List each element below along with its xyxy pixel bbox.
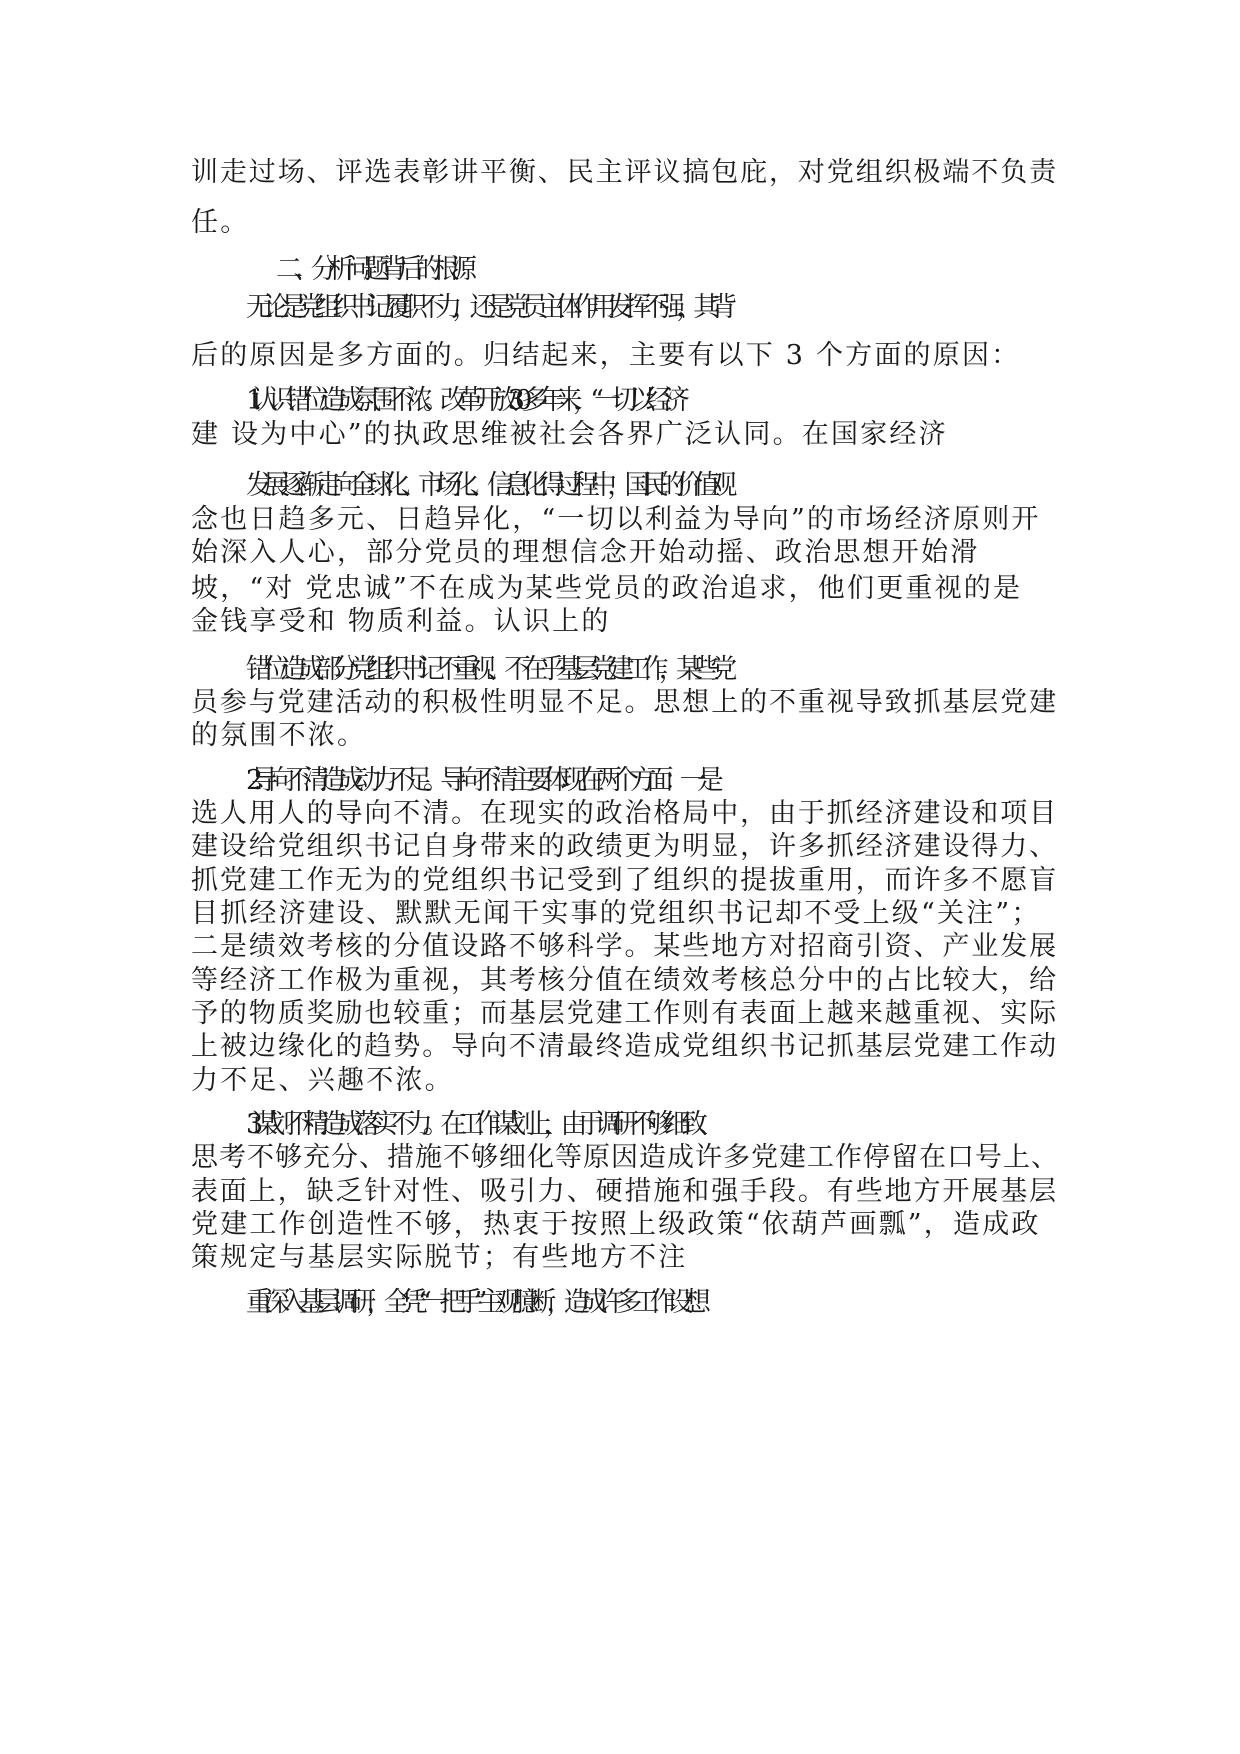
- body-text-line: 2. 导向不清造成动力不足。导向不清主要体现在两个方面： 一是: [246, 765, 715, 796]
- body-text-line: 目抓经济建设、默默无闻干实事的党组织书记却不受上级“关注”；: [191, 898, 1041, 929]
- body-text-line: 思考不够充分、措施不够细化等原因造成许多党建工作停留在口号上、: [191, 1142, 1059, 1173]
- body-text-line: 二是绩效考核的分值设路不够科学。某些地方对招商引资、产业发展: [191, 931, 1058, 962]
- section-heading: 二、分析问题背后的根源: [276, 254, 468, 285]
- body-text-line: 训走过场、评选表彰讲平衡、民主评议搞包庇，对党组织极端不负责: [191, 157, 1058, 188]
- body-text-line: 3. 谋划不精造成落实不力。在工作谋划上，由于调研不够细致、: [246, 1109, 716, 1140]
- body-text-line: 后的原因是多方面的。归结起来，主要有以下 3 个方面的原因：: [191, 340, 1021, 371]
- body-text-line: 党建工作创造性不够，热衷于按照上级政策“依葫芦画瓢”，造成政: [191, 1209, 1041, 1240]
- body-text-line: 念也日趋多元、日趋异化，“一切以利益为导向”的市场经济原则开: [191, 504, 1041, 535]
- body-text-line: 金钱享受和 物质利益。认识上的: [191, 606, 611, 637]
- body-text-line: 选人用人的导向不清。在现实的政治格局中，由于抓经济建设和项目: [191, 798, 1058, 829]
- body-text-line: 1. 认识错位造成氛围不浓。改革开放 30 多年来，“一切以经济: [246, 385, 681, 416]
- body-text-line: 始深入人心，部分党员的理想信念开始动摇、政治思想开始滑: [191, 537, 980, 568]
- body-text-line: 无论是党组织书记履职不力，还是党员主体作用发挥不强，其背: [246, 292, 728, 323]
- body-text-line: 建 设为中心”的执政思维被社会各界广泛认同。在国家经济: [191, 419, 948, 450]
- body-text-line: 错位造成部分党组织书记不重视、不在乎基层党建工作，某些党: [246, 654, 728, 685]
- body-text-line: 发展逐渐走向全球化、市场化、信息化得过程中，国民的价值观: [246, 470, 728, 501]
- body-text-line: 表面上，缺乏针对性、吸引力、硬措施和强手段。有些地方开展基层: [191, 1176, 1058, 1207]
- body-text-line: 策规定与基层实际脱节；有些地方不注: [191, 1242, 688, 1273]
- body-text-line: 任。: [191, 207, 250, 238]
- body-text-line: 重深入基层调研，全凭“一把手”主观臆断，造成许多工作设想: [246, 1287, 702, 1318]
- body-text-line: 员参与党建活动的积极性明显不足。思想上的不重视导致抓基层党建: [191, 687, 1058, 718]
- body-text-line: 上被边缘化的趋势。导向不清最终造成党组织书记抓基层党建工作动: [191, 1031, 1058, 1062]
- body-text-line: 坡，“对 党忠诚”不在成为某些党员的政治追求，他们更重视的是: [191, 573, 1023, 604]
- body-text-line: 力不足、兴趣不浓。: [191, 1065, 454, 1096]
- body-text-line: 建设给党组织书记自身带来的政绩更为明显，许多抓经济建设得力、: [191, 831, 1058, 862]
- body-text-line: 抓党建工作无为的党组织书记受到了组织的提拔重用，而许多不愿盲: [191, 865, 1058, 896]
- body-text-line: 的氛围不浓。: [191, 720, 367, 751]
- body-text-line: 等经济工作极为重视，其考核分值在绩效考核总分中的占比较大，给: [191, 965, 1058, 996]
- body-text-line: 予的物质奖励也较重；而基层党建工作则有表面上越来越重视、实际: [191, 998, 1058, 1029]
